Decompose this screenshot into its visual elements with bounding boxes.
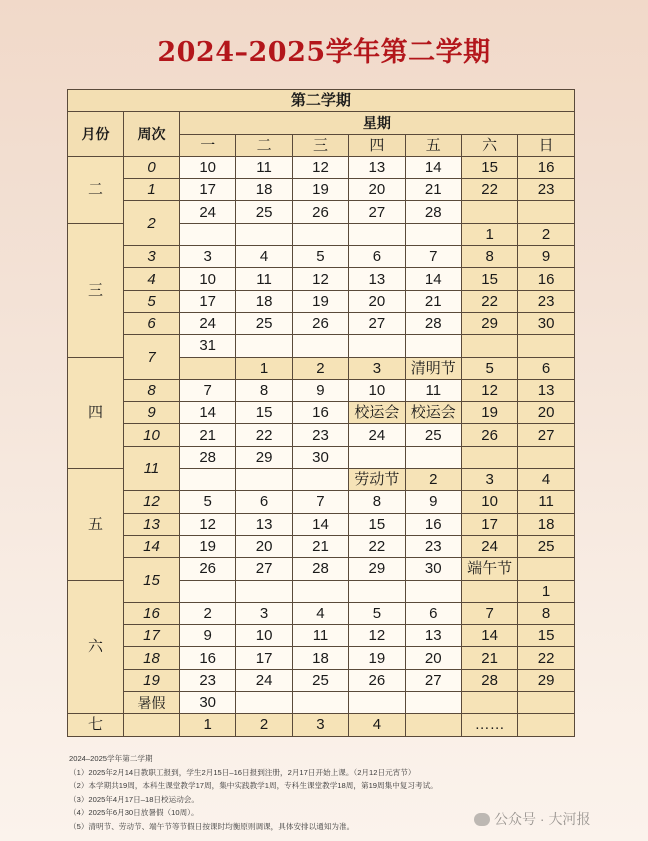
day-cell: 16: [518, 156, 575, 178]
day-cell: [292, 469, 348, 491]
day-cell: [236, 223, 292, 245]
day-cell: [292, 692, 348, 714]
day-cell: 5: [461, 357, 517, 379]
day-cell: [518, 692, 575, 714]
day-cell: 15: [518, 625, 575, 647]
day-cell: 14: [461, 625, 517, 647]
week-row: [68, 669, 575, 691]
note-item: （3）2025年4月17日–18日校运动会。: [69, 794, 199, 804]
month-cell: 六: [68, 580, 124, 714]
day-cell: 17: [180, 290, 236, 312]
day-cell: 22: [461, 179, 517, 201]
day-cell: 27: [236, 558, 292, 580]
day-cell: 28: [461, 669, 517, 691]
day-cell: 7: [292, 491, 348, 513]
day-cell: 1: [461, 223, 517, 245]
day-cell: 5: [292, 246, 348, 268]
day-cell: 13: [405, 625, 461, 647]
day-cell: 15: [461, 156, 517, 178]
day-cell: 15: [236, 402, 292, 424]
week-number-cell: 14: [124, 535, 180, 557]
day-cell: 19: [461, 402, 517, 424]
week-number-cell: 8: [124, 379, 180, 401]
day-cell: 校运会: [405, 402, 461, 424]
day-cell: 2: [518, 223, 575, 245]
day-cell: 10: [180, 156, 236, 178]
day-cell: 24: [461, 535, 517, 557]
week-row: [68, 201, 575, 223]
week-number-cell: 4: [124, 268, 180, 290]
day-cell: 22: [236, 424, 292, 446]
day-cell: [518, 714, 575, 736]
week-row: [68, 714, 575, 736]
day-cell: [292, 580, 348, 602]
day-cell: [518, 446, 575, 468]
day-cell: [236, 469, 292, 491]
day-cell: [292, 223, 348, 245]
day-cell: [349, 335, 405, 357]
week-number-cell: 16: [124, 602, 180, 624]
day-cell: 8: [236, 379, 292, 401]
day-cell: 7: [405, 246, 461, 268]
day-cell: [180, 580, 236, 602]
weekday-header: 六: [461, 134, 517, 156]
week-number-cell: 1: [124, 179, 180, 201]
day-cell: 12: [349, 625, 405, 647]
month-cell: 七: [68, 714, 124, 736]
day-cell: [405, 692, 461, 714]
day-cell: [236, 580, 292, 602]
day-cell: 端午节: [461, 558, 517, 580]
day-cell: 26: [292, 312, 348, 334]
day-cell: 27: [349, 312, 405, 334]
week-row: [68, 312, 575, 334]
day-cell: [518, 335, 575, 357]
day-cell: 26: [461, 424, 517, 446]
week-row: [68, 625, 575, 647]
day-cell: 5: [180, 491, 236, 513]
day-cell: 26: [292, 201, 348, 223]
day-cell: 4: [292, 602, 348, 624]
day-cell: 23: [180, 669, 236, 691]
week-number-cell: 15: [124, 558, 180, 603]
weekday-header: 日: [518, 134, 575, 156]
week-row: [68, 446, 575, 468]
day-cell: 17: [180, 179, 236, 201]
day-cell: 7: [461, 602, 517, 624]
day-cell: 28: [405, 201, 461, 223]
day-cell: 28: [292, 558, 348, 580]
day-cell: 4: [349, 714, 405, 736]
day-cell: 16: [292, 402, 348, 424]
day-cell: 18: [236, 290, 292, 312]
month-cell: 四: [68, 357, 124, 468]
day-cell: 26: [180, 558, 236, 580]
day-cell: 21: [405, 179, 461, 201]
day-cell: [405, 446, 461, 468]
week-number-cell: 6: [124, 312, 180, 334]
day-cell: 22: [518, 647, 575, 669]
day-cell: 4: [518, 469, 575, 491]
week-row: [68, 379, 575, 401]
day-cell: 3: [461, 469, 517, 491]
day-cell: 16: [405, 513, 461, 535]
day-cell: 12: [292, 268, 348, 290]
day-cell: 11: [236, 156, 292, 178]
day-cell: 21: [405, 290, 461, 312]
day-cell: 15: [349, 513, 405, 535]
day-cell: 13: [349, 156, 405, 178]
day-cell: 6: [405, 602, 461, 624]
day-cell: 10: [236, 625, 292, 647]
week-number-cell: 10: [124, 424, 180, 446]
day-cell: 21: [461, 647, 517, 669]
day-cell: 12: [292, 156, 348, 178]
day-cell: 2: [180, 602, 236, 624]
day-cell: 24: [180, 312, 236, 334]
day-cell: [461, 580, 517, 602]
day-cell: 11: [518, 491, 575, 513]
day-cell: 19: [292, 290, 348, 312]
day-cell: 19: [349, 647, 405, 669]
day-cell: [405, 714, 461, 736]
day-cell: 18: [518, 513, 575, 535]
day-cell: [349, 223, 405, 245]
calendar-body: [68, 156, 575, 736]
day-cell: 29: [349, 558, 405, 580]
week-number-cell: 18: [124, 647, 180, 669]
day-cell: 20: [518, 402, 575, 424]
day-cell: 24: [349, 424, 405, 446]
day-cell: 17: [236, 647, 292, 669]
day-cell: 25: [518, 535, 575, 557]
day-cell: [518, 201, 575, 223]
week-row: [68, 535, 575, 557]
day-cell: 23: [292, 424, 348, 446]
day-cell: 24: [180, 201, 236, 223]
weekday-header: 五: [405, 134, 461, 156]
month-cell: 五: [68, 469, 124, 580]
day-cell: 30: [180, 692, 236, 714]
day-cell: 20: [349, 179, 405, 201]
day-cell: 9: [180, 625, 236, 647]
day-cell: 10: [349, 379, 405, 401]
weekday-header: 四: [349, 134, 405, 156]
week-number-cell: 13: [124, 513, 180, 535]
weekday-header: 一: [180, 134, 236, 156]
week-row: [68, 290, 575, 312]
week-number-cell: 0: [124, 156, 180, 178]
day-cell: 30: [405, 558, 461, 580]
day-cell: [349, 692, 405, 714]
day-cell: 3: [292, 714, 348, 736]
week-column-header: 周次: [124, 112, 180, 157]
day-cell: [461, 201, 517, 223]
weekday-header: 二: [236, 134, 292, 156]
note-item: （5）清明节、劳动节、端午节等节假日按课时均衡原则调课，具体安排以通知为准。: [69, 821, 355, 831]
week-row: [68, 335, 575, 357]
day-cell: 14: [405, 268, 461, 290]
week-number-cell: 17: [124, 625, 180, 647]
week-number-cell: 9: [124, 402, 180, 424]
page-title: 2024–2025学年第二学期: [157, 37, 491, 68]
column-header-row: [68, 112, 575, 134]
day-cell: 劳动节: [349, 469, 405, 491]
day-cell: [180, 357, 236, 379]
week-row: [68, 692, 575, 714]
day-cell: 25: [236, 312, 292, 334]
month-column-header: 月份: [68, 112, 124, 157]
day-cell: 20: [405, 647, 461, 669]
day-cell: [405, 335, 461, 357]
day-cell: [180, 469, 236, 491]
day-cell: 12: [180, 513, 236, 535]
week-number-cell: 19: [124, 669, 180, 691]
day-cell: 28: [180, 446, 236, 468]
week-row: [68, 647, 575, 669]
day-cell: 1: [180, 714, 236, 736]
day-cell: 1: [518, 580, 575, 602]
day-cell: 23: [405, 535, 461, 557]
day-cell: 20: [236, 535, 292, 557]
week-number-cell: 12: [124, 491, 180, 513]
day-cell: 8: [349, 491, 405, 513]
day-cell: 31: [180, 335, 236, 357]
weekday-header: 三: [292, 134, 348, 156]
day-cell: 8: [461, 246, 517, 268]
day-cell: 13: [518, 379, 575, 401]
day-cell: 19: [180, 535, 236, 557]
week-row: [68, 424, 575, 446]
day-cell: [349, 446, 405, 468]
academic-calendar-table: [67, 89, 575, 737]
day-cell: 23: [518, 290, 575, 312]
week-row: [68, 402, 575, 424]
note-item: （2）本学期共19周，本科生课堂教学17周，集中实践教学1周，专科生课堂教学18周，第19周集中复习考试。: [69, 781, 438, 790]
day-cell: [461, 692, 517, 714]
day-cell: 30: [292, 446, 348, 468]
day-cell: 27: [349, 201, 405, 223]
watermark-text: 公众号 · 大河报: [494, 811, 591, 827]
day-cell: 26: [349, 669, 405, 691]
week-number-cell: 7: [124, 335, 180, 380]
wechat-icon: [474, 813, 490, 826]
day-cell: 28: [405, 312, 461, 334]
semester-header: 第二学期: [68, 90, 575, 112]
day-cell: [461, 446, 517, 468]
week-row: [68, 268, 575, 290]
day-cell: 12: [461, 379, 517, 401]
day-cell: 25: [405, 424, 461, 446]
day-cell: [349, 580, 405, 602]
watermark: [474, 809, 590, 829]
day-cell: 22: [349, 535, 405, 557]
day-cell: 2: [236, 714, 292, 736]
week-row: [68, 513, 575, 535]
day-cell: 27: [518, 424, 575, 446]
day-cell: 2: [292, 357, 348, 379]
week-row: [68, 558, 575, 580]
semester-header-row: [68, 90, 575, 112]
day-cell: [518, 558, 575, 580]
day-cell: 17: [461, 513, 517, 535]
day-cell: 16: [518, 268, 575, 290]
note-item: （4）2025年6月30日放暑假（10周）。: [69, 808, 199, 817]
day-cell: 11: [405, 379, 461, 401]
day-cell: 14: [180, 402, 236, 424]
day-cell: 清明节: [405, 357, 461, 379]
day-cell: 29: [461, 312, 517, 334]
day-cell: 21: [180, 424, 236, 446]
day-cell: 11: [236, 268, 292, 290]
day-cell: 20: [349, 290, 405, 312]
week-number-cell: 11: [124, 446, 180, 491]
day-cell: 10: [461, 491, 517, 513]
week-row: [68, 491, 575, 513]
day-cell: 9: [518, 246, 575, 268]
day-cell: 11: [292, 625, 348, 647]
day-cell: 6: [236, 491, 292, 513]
day-cell: 5: [349, 602, 405, 624]
day-cell: 10: [180, 268, 236, 290]
month-cell: 二: [68, 156, 124, 223]
week-number-cell: 5: [124, 290, 180, 312]
day-cell: 24: [236, 669, 292, 691]
day-cell: 25: [236, 201, 292, 223]
week-number-cell: 2: [124, 201, 180, 246]
day-cell: 30: [518, 312, 575, 334]
day-cell: [461, 335, 517, 357]
day-cell: 16: [180, 647, 236, 669]
day-cell: [236, 692, 292, 714]
day-cell: 3: [236, 602, 292, 624]
day-cell: [405, 580, 461, 602]
week-number-cell: 暑假: [124, 692, 180, 714]
day-cell: [292, 335, 348, 357]
day-cell: 18: [236, 179, 292, 201]
day-cell: 14: [405, 156, 461, 178]
day-cell: 27: [405, 669, 461, 691]
day-cell: 29: [236, 446, 292, 468]
day-cell: 9: [292, 379, 348, 401]
day-cell: 1: [236, 357, 292, 379]
day-cell: 14: [292, 513, 348, 535]
day-cell: 6: [518, 357, 575, 379]
day-cell: 18: [292, 647, 348, 669]
day-cell: 29: [518, 669, 575, 691]
month-cell: 三: [68, 223, 124, 357]
week-number-cell: 3: [124, 246, 180, 268]
day-cell: 19: [292, 179, 348, 201]
week-row: [68, 156, 575, 178]
day-cell: 3: [180, 246, 236, 268]
day-cell: 21: [292, 535, 348, 557]
day-cell: 23: [518, 179, 575, 201]
week-row: [68, 602, 575, 624]
notes-title: 2024–2025学年第二学期: [69, 754, 153, 763]
week-row: [68, 246, 575, 268]
day-cell: [180, 223, 236, 245]
day-cell: 15: [461, 268, 517, 290]
day-cell: 6: [349, 246, 405, 268]
week-row: [68, 179, 575, 201]
day-cell: 22: [461, 290, 517, 312]
day-cell: 4: [236, 246, 292, 268]
day-cell: 25: [292, 669, 348, 691]
day-cell: 13: [236, 513, 292, 535]
day-cell: [405, 223, 461, 245]
weekday-group-header: 星期: [180, 112, 575, 134]
day-cell: 9: [405, 491, 461, 513]
day-cell: 校运会: [349, 402, 405, 424]
day-cell: 7: [180, 379, 236, 401]
day-cell: 3: [349, 357, 405, 379]
day-cell: [236, 335, 292, 357]
day-cell: 8: [518, 602, 575, 624]
day-cell: ……: [461, 714, 517, 736]
week-number-cell: [124, 714, 180, 736]
note-item: （1）2025年2月14日教职工报到，学生2月15日–16日报到注册，2月17日开始上课。（2月12日元宵节）: [69, 767, 416, 777]
day-cell: 2: [405, 469, 461, 491]
day-cell: 13: [349, 268, 405, 290]
